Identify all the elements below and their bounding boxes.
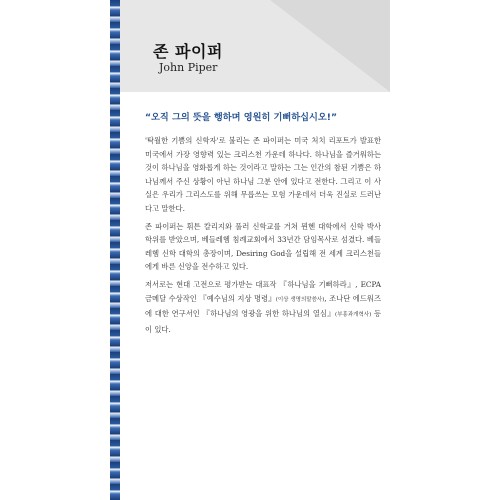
bio-paragraph-3 <box>145 278 381 336</box>
author-name-korean: 존 파이퍼 <box>153 42 223 61</box>
bio-paragraph-3-part2: , 조나단 에드워즈에 대한 연구서인 『하나님의 영광을 위한 하나님의 열심』 <box>145 293 381 319</box>
bio-paragraph-3-part1: 저서로는 현대 고전으로 평가받는 대표작 『하나님을 기뻐하라』, ECPA 금메달 수상작인 『예수님의 지상 명령』 <box>145 279 381 303</box>
header-diagonal-shade <box>270 0 390 92</box>
bio-paragraph-2: 존 파이퍼는 휘튼 칼리지와 풀러 신학교를 거쳐 뮌헨 대학에서 신학 박사 학위를 받았으며, 베들레헴 침례교회에서 33년간 담임목사로 섬겼다. 베들레헴 신학 대학의 총장이며, Desiring God을 설립해 전 세계 크리스천들에게 바른 신앙을 전수하고 있다. <box>145 221 381 272</box>
author-biography <box>145 134 381 340</box>
spine-pattern <box>110 0 120 500</box>
author-name-english: John Piper <box>159 61 218 74</box>
bio-paragraph-1: '탁월한 기쁨의 신학자'로 불리는 존 파이퍼는 미국 처치 리포트가 발표한 미국에서 가장 영향력 있는 크리스천 가운데 하나다. 하나님을 즐거워하는 것이 하나님을 영화롭게 하는 것이라고 말하는 그는 인간의 참된 기쁨은 하나님께서 주신 상황이 아닌 하나님 그분 안에 있다고 전한다. 그리고 이 사실은 우리가 그리스도를 위해 무릅쓰는 모험 가운데서 더욱 진실로 드러난다고 말한다. <box>145 136 381 213</box>
highlight-quote: “오직 그의 뜻을 행하며 영원히 기뻐하십시오!” <box>145 112 338 123</box>
bio-paragraph-3-part3: 등이 있다. <box>145 309 382 334</box>
publisher-note-2: (부흥과개혁사) <box>335 312 372 319</box>
publisher-note-1: (이상 생명의말씀사) <box>275 296 325 303</box>
